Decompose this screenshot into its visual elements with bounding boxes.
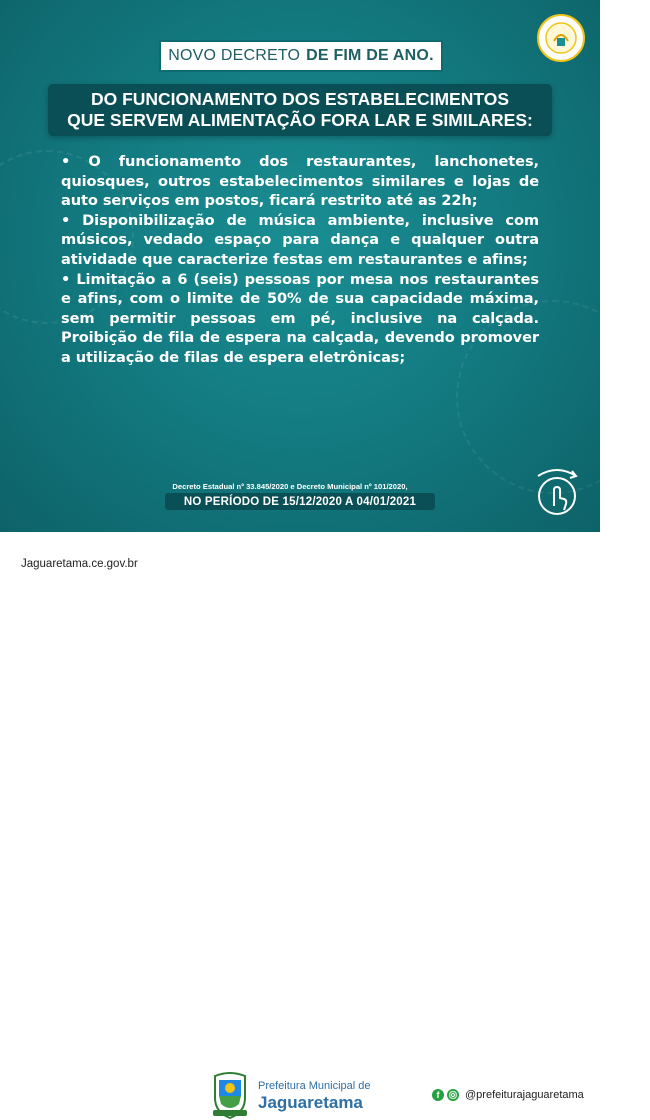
rule-item: • Limitação a 6 (seis) pessoas por mesa nos restaurantes e afins, com o limite de 50% de sua capacidade máxima, sem permitir pessoas em pé, inclusive na calçada. Proibição de fila de espera na calçada, devendo promover a utilização de filas de espera eletrônicas; [61, 270, 539, 366]
rule-item: • O funcionamento dos restaurantes, lanchonetes, quiosques, outros estabelecimentos similares e lojas de auto serviços em postos, ficará restrito até as 22h; [61, 153, 539, 210]
facebook-icon[interactable]: f [432, 1089, 444, 1101]
municipal-crest-icon [207, 1070, 253, 1120]
rule-item: • Disponibilização de música ambiente, inclusive com músicos, vedado espaço para dança e qualquer outra atividade que caracterize festas em restaurantes e afins; [61, 211, 539, 268]
section-subheading [48, 84, 552, 136]
subheading-line-1: DO FUNCIONAMENTO DOS ESTABELECIMENTOS [90, 89, 510, 109]
prefecture-label: Prefeitura Municipal de [258, 1080, 371, 1092]
social-media [432, 1089, 584, 1101]
headline-bold: DE FIM DE ANO. [306, 47, 434, 64]
instagram-icon[interactable] [447, 1089, 459, 1101]
subheading-line-2: QUE SERVEM ALIMENTAÇÃO FORA LAR E SIMILARES: [67, 110, 533, 130]
legal-source-note: Decreto Estadual nº 33.845/2020 e Decreto Municipal nº 101/2020, [172, 482, 408, 491]
poster-background [0, 0, 600, 532]
prefecture-logo-text [258, 1080, 371, 1112]
decree-headline [159, 40, 443, 72]
swipe-hand-icon [532, 462, 582, 520]
headline-regular: NOVO DECRETO [168, 47, 301, 64]
website-link[interactable]: Jaguaretama.ce.gov.br [21, 558, 138, 570]
rules-list [61, 152, 539, 368]
social-handle[interactable]: @prefeiturajaguaretama [465, 1089, 584, 1101]
footer-bar [0, 532, 600, 1112]
anniversary-emblem-icon [537, 14, 585, 62]
validity-period: NO PERÍODO DE 15/12/2020 A 04/01/2021 [165, 493, 435, 510]
prefecture-name: Jaguaretama [258, 1093, 363, 1112]
